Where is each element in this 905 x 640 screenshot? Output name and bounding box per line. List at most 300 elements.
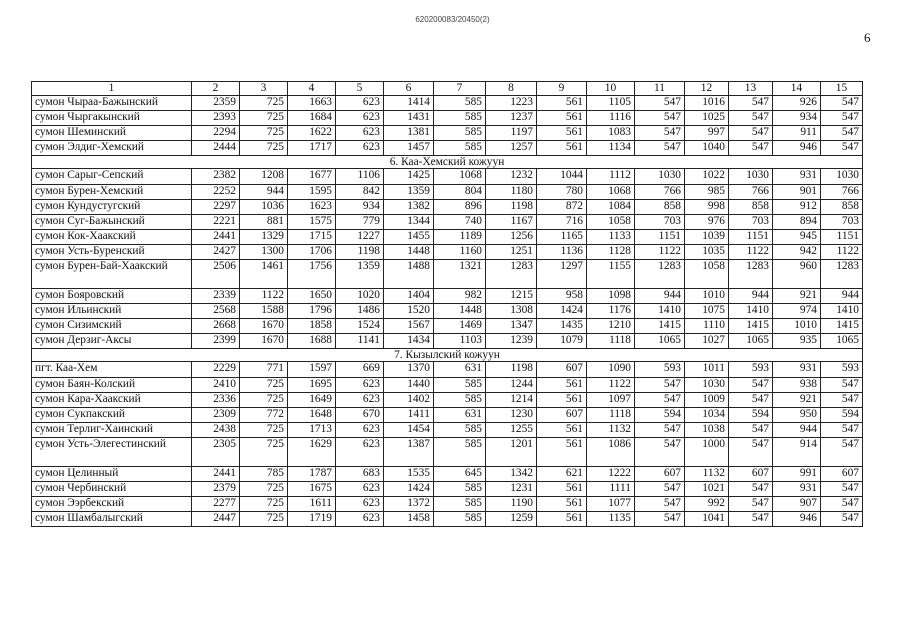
- value-cell: 547: [821, 126, 863, 141]
- value-cell: 1402: [384, 393, 434, 408]
- value-cell: 1372: [384, 497, 434, 512]
- value-cell: 1461: [240, 260, 288, 289]
- settlement-name: сумон Элдиг-Хемский: [32, 141, 192, 156]
- value-cell: 1027: [685, 334, 729, 349]
- value-cell: 1141: [336, 334, 384, 349]
- value-cell: 1151: [821, 230, 863, 245]
- value-cell: 547: [635, 423, 685, 438]
- value-cell: 547: [729, 96, 773, 111]
- value-cell: 931: [773, 362, 821, 378]
- value-cell: 585: [434, 378, 486, 393]
- value-cell: 958: [537, 289, 587, 304]
- value-cell: 703: [729, 215, 773, 230]
- tariff-table: [31, 81, 863, 527]
- value-cell: 780: [537, 185, 587, 200]
- settlement-name: сумон Шеминский: [32, 126, 192, 141]
- value-cell: 1230: [486, 408, 537, 423]
- value-cell: 1122: [821, 245, 863, 260]
- value-cell: 935: [773, 334, 821, 349]
- value-cell: 547: [729, 126, 773, 141]
- value-cell: 561: [537, 126, 587, 141]
- value-cell: 1136: [537, 245, 587, 260]
- value-cell: 1239: [486, 334, 537, 349]
- settlement-name: сумон Чербинский: [32, 482, 192, 497]
- value-cell: 2399: [192, 334, 240, 349]
- table-row: [32, 96, 863, 111]
- value-cell: 1787: [288, 467, 336, 482]
- value-cell: 1000: [685, 438, 729, 467]
- value-cell: 1041: [685, 512, 729, 527]
- table-row: [32, 362, 863, 378]
- value-cell: 1321: [434, 260, 486, 289]
- column-header: 11: [635, 82, 685, 96]
- value-cell: 725: [240, 378, 288, 393]
- value-cell: 621: [537, 467, 587, 482]
- value-cell: 585: [434, 512, 486, 527]
- column-header: 14: [773, 82, 821, 96]
- value-cell: 547: [635, 111, 685, 126]
- column-header: 2: [192, 82, 240, 96]
- value-cell: 594: [729, 408, 773, 423]
- value-cell: 946: [773, 512, 821, 527]
- value-cell: 1075: [685, 304, 729, 319]
- value-cell: 1308: [486, 304, 537, 319]
- value-cell: 1684: [288, 111, 336, 126]
- value-cell: 997: [685, 126, 729, 141]
- value-cell: 1457: [384, 141, 434, 156]
- value-cell: 2568: [192, 304, 240, 319]
- value-cell: 1214: [486, 393, 537, 408]
- value-cell: 547: [729, 512, 773, 527]
- value-cell: 1160: [434, 245, 486, 260]
- value-cell: 547: [729, 438, 773, 467]
- page-number: 6: [864, 30, 871, 45]
- value-cell: 1040: [685, 141, 729, 156]
- value-cell: 804: [434, 185, 486, 200]
- value-cell: 1595: [288, 185, 336, 200]
- value-cell: 1455: [384, 230, 434, 245]
- value-cell: 1097: [587, 393, 635, 408]
- settlement-name: сумон Чыраа-Бажынский: [32, 96, 192, 111]
- value-cell: 585: [434, 482, 486, 497]
- value-cell: 1118: [587, 334, 635, 349]
- value-cell: 585: [434, 393, 486, 408]
- value-cell: 1297: [537, 260, 587, 289]
- table-row: [32, 245, 863, 260]
- value-cell: 669: [336, 362, 384, 378]
- value-cell: 547: [635, 482, 685, 497]
- column-header: 3: [240, 82, 288, 96]
- value-cell: 1103: [434, 334, 486, 349]
- value-cell: 944: [240, 185, 288, 200]
- value-cell: 896: [434, 200, 486, 215]
- value-cell: 1329: [240, 230, 288, 245]
- section-row: [32, 349, 863, 362]
- value-cell: 1034: [685, 408, 729, 423]
- settlement-name: сумон Баян-Колский: [32, 378, 192, 393]
- value-cell: 950: [773, 408, 821, 423]
- value-cell: 1083: [587, 126, 635, 141]
- value-cell: 561: [537, 378, 587, 393]
- value-cell: 1122: [635, 245, 685, 260]
- settlement-name: сумон Кундустугский: [32, 200, 192, 215]
- table-row: [32, 438, 863, 467]
- settlement-name: сумон Дерзиг-Аксы: [32, 334, 192, 349]
- value-cell: 1030: [635, 169, 685, 185]
- value-cell: 2277: [192, 497, 240, 512]
- value-cell: 547: [821, 497, 863, 512]
- value-cell: 1706: [288, 245, 336, 260]
- value-cell: 974: [773, 304, 821, 319]
- settlement-name: сумон Кок-Хаакский: [32, 230, 192, 245]
- value-cell: 1068: [587, 185, 635, 200]
- section-title: 7. Кызылский кожуун: [32, 349, 863, 362]
- value-cell: 1300: [240, 245, 288, 260]
- value-cell: 1695: [288, 378, 336, 393]
- value-cell: 1176: [587, 304, 635, 319]
- value-cell: 944: [635, 289, 685, 304]
- table-row: [32, 512, 863, 527]
- value-cell: 907: [773, 497, 821, 512]
- value-cell: 645: [434, 467, 486, 482]
- value-cell: 1010: [685, 289, 729, 304]
- value-cell: 1623: [288, 200, 336, 215]
- value-cell: 1167: [486, 215, 537, 230]
- value-cell: 1016: [685, 96, 729, 111]
- value-cell: 1524: [336, 319, 384, 334]
- value-cell: 1198: [486, 200, 537, 215]
- value-cell: 1469: [434, 319, 486, 334]
- settlement-name: сумон Ильинский: [32, 304, 192, 319]
- value-cell: 1030: [685, 378, 729, 393]
- value-cell: 766: [821, 185, 863, 200]
- settlement-name: сумон Усть-Элегестинский: [32, 438, 192, 467]
- value-cell: 1283: [821, 260, 863, 289]
- value-cell: 1198: [336, 245, 384, 260]
- settlement-name: сумон Суг-Бажынский: [32, 215, 192, 230]
- value-cell: 1135: [587, 512, 635, 527]
- value-cell: 1611: [288, 497, 336, 512]
- table-row: [32, 141, 863, 156]
- table-row: [32, 334, 863, 349]
- value-cell: 1858: [288, 319, 336, 334]
- column-header: 8: [486, 82, 537, 96]
- value-cell: 2441: [192, 230, 240, 245]
- value-cell: 2441: [192, 467, 240, 482]
- header-row: [32, 82, 863, 96]
- value-cell: 921: [773, 393, 821, 408]
- value-cell: 547: [635, 438, 685, 467]
- value-cell: 942: [773, 245, 821, 260]
- value-cell: 1404: [384, 289, 434, 304]
- value-cell: 1425: [384, 169, 434, 185]
- value-cell: 1719: [288, 512, 336, 527]
- value-cell: 1347: [486, 319, 537, 334]
- value-cell: 547: [729, 111, 773, 126]
- value-cell: 547: [821, 378, 863, 393]
- value-cell: 2294: [192, 126, 240, 141]
- table-row: [32, 126, 863, 141]
- value-cell: 1344: [384, 215, 434, 230]
- value-cell: 1215: [486, 289, 537, 304]
- value-cell: 607: [729, 467, 773, 482]
- value-cell: 1118: [587, 408, 635, 423]
- value-cell: 1210: [587, 319, 635, 334]
- value-cell: 1588: [240, 304, 288, 319]
- value-cell: 547: [635, 378, 685, 393]
- value-cell: 1044: [537, 169, 587, 185]
- value-cell: 1105: [587, 96, 635, 111]
- table-row: [32, 230, 863, 245]
- value-cell: 547: [635, 512, 685, 527]
- settlement-name: пгт. Каа-Хем: [32, 362, 192, 378]
- value-cell: 1232: [486, 169, 537, 185]
- value-cell: 1116: [587, 111, 635, 126]
- value-cell: 926: [773, 96, 821, 111]
- value-cell: 1208: [240, 169, 288, 185]
- value-cell: 561: [537, 423, 587, 438]
- value-cell: 931: [773, 482, 821, 497]
- value-cell: 858: [821, 200, 863, 215]
- value-cell: 561: [537, 497, 587, 512]
- value-cell: 1110: [685, 319, 729, 334]
- value-cell: 1663: [288, 96, 336, 111]
- value-cell: 1122: [587, 378, 635, 393]
- value-cell: 1431: [384, 111, 434, 126]
- value-cell: 1688: [288, 334, 336, 349]
- value-cell: 1597: [288, 362, 336, 378]
- value-cell: 785: [240, 467, 288, 482]
- value-cell: 623: [336, 141, 384, 156]
- value-cell: 725: [240, 111, 288, 126]
- value-cell: 547: [635, 96, 685, 111]
- value-cell: 1677: [288, 169, 336, 185]
- value-cell: 547: [635, 497, 685, 512]
- value-cell: 561: [537, 96, 587, 111]
- column-header: 15: [821, 82, 863, 96]
- value-cell: 998: [685, 200, 729, 215]
- value-cell: 2359: [192, 96, 240, 111]
- value-cell: 1079: [537, 334, 587, 349]
- value-cell: 1068: [434, 169, 486, 185]
- value-cell: 561: [537, 512, 587, 527]
- section-row: [32, 156, 863, 169]
- value-cell: 1259: [486, 512, 537, 527]
- value-cell: 1151: [635, 230, 685, 245]
- value-cell: 1359: [384, 185, 434, 200]
- value-cell: 934: [336, 200, 384, 215]
- value-cell: 1717: [288, 141, 336, 156]
- value-cell: 631: [434, 408, 486, 423]
- value-cell: 1128: [587, 245, 635, 260]
- value-cell: 2305: [192, 438, 240, 467]
- value-cell: 725: [240, 393, 288, 408]
- value-cell: 921: [773, 289, 821, 304]
- value-cell: 607: [635, 467, 685, 482]
- value-cell: 1424: [537, 304, 587, 319]
- value-cell: 1370: [384, 362, 434, 378]
- value-cell: 623: [336, 438, 384, 467]
- value-cell: 547: [729, 378, 773, 393]
- value-cell: 593: [729, 362, 773, 378]
- value-cell: 991: [773, 467, 821, 482]
- value-cell: 1434: [384, 334, 434, 349]
- value-cell: 771: [240, 362, 288, 378]
- value-cell: 607: [537, 408, 587, 423]
- value-cell: 1448: [434, 304, 486, 319]
- value-cell: 2379: [192, 482, 240, 497]
- value-cell: 725: [240, 126, 288, 141]
- value-cell: 547: [821, 423, 863, 438]
- settlement-name: сумон Сарыг-Сепский: [32, 169, 192, 185]
- value-cell: 1411: [384, 408, 434, 423]
- table-row: [32, 304, 863, 319]
- document-code: 620200083/20450(2): [415, 15, 490, 24]
- value-cell: 1132: [685, 467, 729, 482]
- value-cell: 593: [821, 362, 863, 378]
- table-body: [32, 82, 863, 527]
- value-cell: 1415: [729, 319, 773, 334]
- value-cell: 631: [434, 362, 486, 378]
- value-cell: 1414: [384, 96, 434, 111]
- value-cell: 945: [773, 230, 821, 245]
- value-cell: 1629: [288, 438, 336, 467]
- value-cell: 623: [336, 482, 384, 497]
- value-cell: 2393: [192, 111, 240, 126]
- value-cell: 1201: [486, 438, 537, 467]
- value-cell: 1021: [685, 482, 729, 497]
- value-cell: 914: [773, 438, 821, 467]
- value-cell: 2427: [192, 245, 240, 260]
- value-cell: 944: [773, 423, 821, 438]
- settlement-name: сумон Ээрбекский: [32, 497, 192, 512]
- value-cell: 911: [773, 126, 821, 141]
- value-cell: 1535: [384, 467, 434, 482]
- value-cell: 547: [635, 126, 685, 141]
- column-header: 4: [288, 82, 336, 96]
- value-cell: 2297: [192, 200, 240, 215]
- column-header: 1: [32, 82, 192, 96]
- value-cell: 703: [635, 215, 685, 230]
- value-cell: 1190: [486, 497, 537, 512]
- table-row: [32, 393, 863, 408]
- value-cell: 1410: [635, 304, 685, 319]
- value-cell: 1440: [384, 378, 434, 393]
- value-cell: 725: [240, 423, 288, 438]
- value-cell: 547: [729, 141, 773, 156]
- value-cell: 944: [821, 289, 863, 304]
- settlement-name: сумон Бурен-Бай-Хаакский: [32, 260, 192, 289]
- value-cell: 1283: [729, 260, 773, 289]
- value-cell: 547: [635, 393, 685, 408]
- value-cell: 623: [336, 378, 384, 393]
- value-cell: 2438: [192, 423, 240, 438]
- value-cell: 585: [434, 96, 486, 111]
- value-cell: 1039: [685, 230, 729, 245]
- settlement-name: сумон Чыргакынский: [32, 111, 192, 126]
- value-cell: 547: [821, 482, 863, 497]
- value-cell: 1227: [336, 230, 384, 245]
- value-cell: 1222: [587, 467, 635, 482]
- settlement-name: сумон Бурен-Хемский: [32, 185, 192, 200]
- value-cell: 934: [773, 111, 821, 126]
- settlement-name: сумон Сукпакский: [32, 408, 192, 423]
- settlement-name: сумон Сизимский: [32, 319, 192, 334]
- table-row: [32, 260, 863, 289]
- value-cell: 1122: [729, 245, 773, 260]
- value-cell: 1237: [486, 111, 537, 126]
- value-cell: 766: [635, 185, 685, 200]
- value-cell: 1180: [486, 185, 537, 200]
- value-cell: 1435: [537, 319, 587, 334]
- value-cell: 1359: [336, 260, 384, 289]
- value-cell: 725: [240, 141, 288, 156]
- value-cell: 976: [685, 215, 729, 230]
- value-cell: 1796: [288, 304, 336, 319]
- value-cell: 547: [729, 423, 773, 438]
- value-cell: 766: [729, 185, 773, 200]
- value-cell: 2668: [192, 319, 240, 334]
- value-cell: 594: [821, 408, 863, 423]
- table-row: [32, 378, 863, 393]
- value-cell: 561: [537, 141, 587, 156]
- section-title: 6. Каа-Хемский кожуун: [32, 156, 863, 169]
- column-header: 10: [587, 82, 635, 96]
- value-cell: 1022: [685, 169, 729, 185]
- settlement-name: сумон Целинный: [32, 467, 192, 482]
- table-row: [32, 111, 863, 126]
- value-cell: 1458: [384, 512, 434, 527]
- value-cell: 2252: [192, 185, 240, 200]
- value-cell: 607: [821, 467, 863, 482]
- value-cell: 1283: [486, 260, 537, 289]
- value-cell: 1133: [587, 230, 635, 245]
- value-cell: 670: [336, 408, 384, 423]
- value-cell: 1151: [729, 230, 773, 245]
- value-cell: 1197: [486, 126, 537, 141]
- value-cell: 1165: [537, 230, 587, 245]
- value-cell: 607: [537, 362, 587, 378]
- value-cell: 725: [240, 497, 288, 512]
- value-cell: 1077: [587, 497, 635, 512]
- settlement-name: сумон Кара-Хаакский: [32, 393, 192, 408]
- value-cell: 623: [336, 497, 384, 512]
- value-cell: 740: [434, 215, 486, 230]
- value-cell: 1381: [384, 126, 434, 141]
- settlement-name: сумон Терлиг-Хаинский: [32, 423, 192, 438]
- table-row: [32, 185, 863, 200]
- value-cell: 1030: [821, 169, 863, 185]
- value-cell: 1713: [288, 423, 336, 438]
- value-cell: 585: [434, 438, 486, 467]
- value-cell: 894: [773, 215, 821, 230]
- value-cell: 2336: [192, 393, 240, 408]
- value-cell: 1575: [288, 215, 336, 230]
- value-cell: 1567: [384, 319, 434, 334]
- value-cell: 881: [240, 215, 288, 230]
- value-cell: 1058: [587, 215, 635, 230]
- value-cell: 594: [635, 408, 685, 423]
- value-cell: 623: [336, 126, 384, 141]
- value-cell: 1189: [434, 230, 486, 245]
- value-cell: 931: [773, 169, 821, 185]
- value-cell: 547: [729, 393, 773, 408]
- value-cell: 561: [537, 482, 587, 497]
- value-cell: 1715: [288, 230, 336, 245]
- value-cell: 1670: [240, 334, 288, 349]
- value-cell: 561: [537, 393, 587, 408]
- value-cell: 1256: [486, 230, 537, 245]
